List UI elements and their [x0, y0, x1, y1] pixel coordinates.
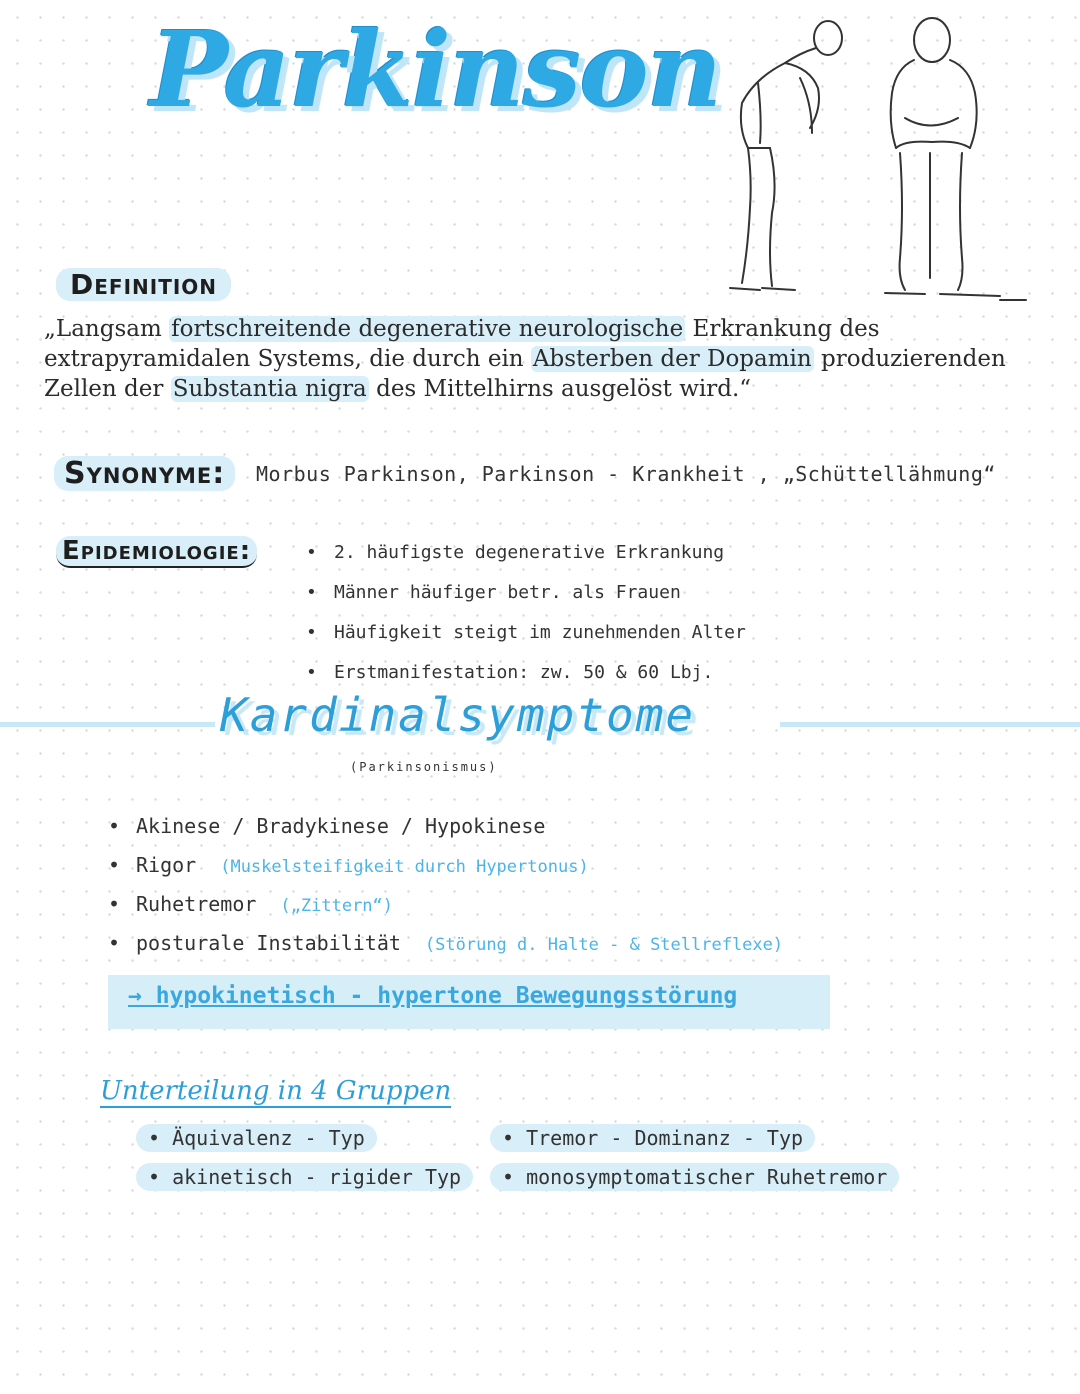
divider-left — [0, 722, 215, 727]
kardinalsymptome-subtitle: (Parkinsonismus) — [350, 760, 498, 774]
list-item: • Häufigkeit steigt im zunehmenden Alter — [306, 616, 746, 656]
definition-heading: Definition — [56, 268, 231, 301]
synonyme-heading: Synonyme: — [54, 456, 235, 491]
definition-text: „Langsam fortschreitende degenerative neurologische Erkrankung des extrapyramidalen Systems, die durch ein Absterben der Dopamin produzierenden Zellen der Substantia nigra des Mittelhirns ausgelöst wird.“ — [44, 316, 1006, 402]
group-item: • monosymptomatischer Ruhetremor — [490, 1163, 899, 1191]
symptom-item: • Ruhetremor („Zittern“) — [108, 888, 783, 927]
gruppen-heading: Unterteilung in 4 Gruppen — [100, 1076, 452, 1106]
epidemiologie-heading: Epidemiologie: — [56, 536, 257, 568]
kardinalsymptome-heading: Kardinalsymptome — [220, 688, 696, 742]
list-item: • Männer häufiger betr. als Frauen — [306, 576, 746, 616]
group-item: • Tremor - Dominanz - Typ — [490, 1124, 815, 1152]
group-item: • akinetisch - rigider Typ — [136, 1163, 473, 1191]
symptom-item: • Rigor (Muskelsteifigkeit durch Hypertonus) — [108, 849, 783, 888]
elderly-men-illustration — [700, 8, 1040, 308]
symptom-note: („Zittern“) — [280, 896, 394, 916]
list-item: • Erstmanifestation: zw. 50 & 60 Lbj. — [306, 656, 746, 696]
symptom-note: (Muskelsteifigkeit durch Hypertonus) — [220, 857, 589, 877]
list-item: • 2. häufigste degenerative Erkrankung — [306, 536, 746, 576]
result-text: → hypokinetisch - hypertone Bewegungsstörung — [128, 983, 738, 1009]
synonyme-text: Morbus Parkinson, Parkinson - Krankheit , „Schüttellähmung“ — [256, 462, 996, 486]
page-title: Parkinson — [150, 8, 721, 131]
symptom-item: • posturale Instabilität (Störung d. Halte - & Stellreflexe) — [108, 927, 783, 966]
divider-right — [780, 722, 1080, 727]
highlight-degenerative: fortschreitende degenerative neurologische — [171, 316, 684, 342]
highlight-dopamin: Absterben der Dopamin — [532, 346, 812, 372]
symptom-note: (Störung d. Halte - & Stellreflexe) — [424, 935, 784, 955]
symptom-item: • Akinese / Bradykinese / Hypokinese — [108, 810, 783, 849]
highlight-substantia-nigra: Substantia nigra — [172, 376, 367, 402]
epidemiologie-list — [306, 536, 746, 696]
group-item: • Äquivalenz - Typ — [136, 1124, 377, 1152]
symptom-list — [108, 810, 783, 966]
